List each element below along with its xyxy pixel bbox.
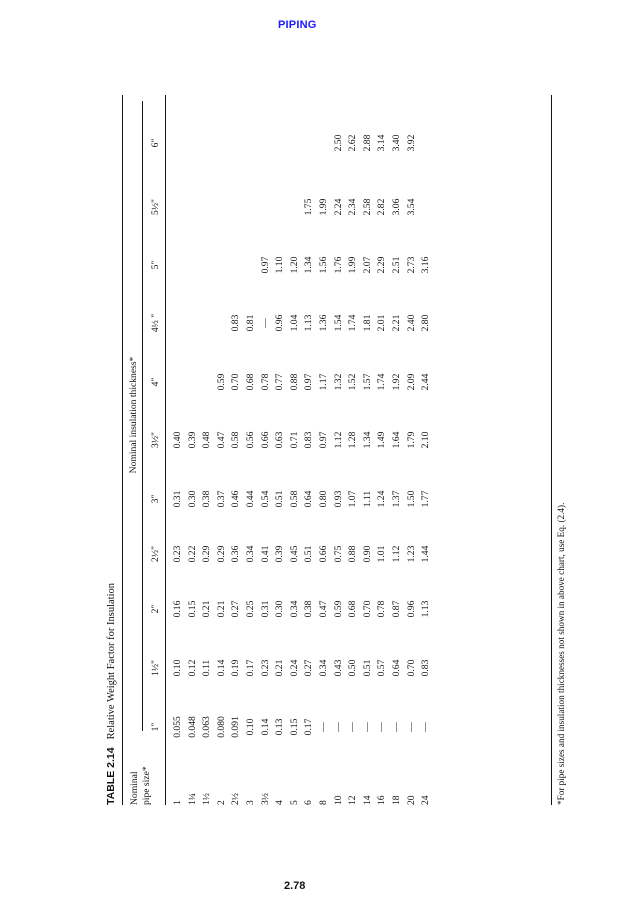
table-cell: 1.44 bbox=[420, 545, 432, 563]
table-cell: 1.75 bbox=[303, 198, 315, 216]
table-cell: 1.04 bbox=[288, 314, 300, 332]
table-cell: 0.048 bbox=[186, 716, 198, 738]
table-cell: 0.38 bbox=[201, 490, 213, 508]
table-cell: 0.29 bbox=[201, 545, 213, 563]
table-cell: 0.16 bbox=[172, 600, 183, 618]
table-cell: — bbox=[259, 318, 271, 328]
pipe-size-cell: 3½ bbox=[259, 793, 271, 805]
table-cell: 0.39 bbox=[186, 431, 198, 449]
table-cell: 1.07 bbox=[347, 490, 359, 508]
table-cell: 0.50 bbox=[347, 659, 359, 677]
table-cell: 0.055 bbox=[172, 716, 183, 738]
table-cell: 0.83 bbox=[303, 431, 315, 449]
column-header: 3½" bbox=[150, 432, 161, 448]
table-cell: 2.24 bbox=[332, 198, 344, 216]
column-headers bbox=[150, 95, 164, 805]
table-cell: 1.13 bbox=[303, 314, 315, 332]
table-cell: 0.47 bbox=[318, 600, 329, 618]
table-cell: 2.51 bbox=[391, 256, 402, 274]
table-row bbox=[200, 95, 213, 805]
table-cell: 0.44 bbox=[245, 490, 256, 508]
table-cell: — bbox=[332, 722, 344, 732]
table-cell: 1.76 bbox=[332, 256, 344, 274]
table-cell: 0.70 bbox=[361, 600, 373, 618]
table-cell: 0.68 bbox=[347, 600, 359, 618]
table-row bbox=[332, 95, 345, 805]
table-cell: 2.10 bbox=[420, 431, 432, 449]
table-cell: 1.79 bbox=[405, 431, 417, 449]
corner-header-line-1: Nominal bbox=[129, 771, 140, 805]
group-header-rule bbox=[142, 101, 143, 731]
table-cell: 0.14 bbox=[259, 718, 271, 736]
pipe-size-cell: 14 bbox=[361, 795, 373, 805]
table-cell: 0.31 bbox=[172, 490, 183, 508]
pipe-size-cell: 10 bbox=[332, 795, 344, 805]
table-cell: 2.58 bbox=[361, 198, 373, 216]
table-row bbox=[171, 95, 184, 805]
table-caption bbox=[105, 583, 117, 805]
table-cell: 0.51 bbox=[274, 490, 286, 508]
pipe-size-cell: 8 bbox=[318, 800, 329, 805]
table-cell: 0.63 bbox=[274, 431, 286, 449]
table-cell: 1.12 bbox=[332, 431, 344, 449]
pipe-size-cell: 2 bbox=[215, 800, 227, 805]
table-cell: 0.81 bbox=[245, 314, 256, 332]
table-row bbox=[375, 95, 388, 805]
column-header: 5" bbox=[150, 260, 161, 270]
table-cell: 0.41 bbox=[259, 545, 271, 563]
table-cell: 0.96 bbox=[405, 600, 417, 618]
table-cell: 1.37 bbox=[391, 490, 402, 508]
table-row bbox=[361, 95, 374, 805]
table-cell: 1.57 bbox=[361, 373, 373, 391]
column-header: 4" bbox=[150, 377, 161, 387]
table-cell: 1.11 bbox=[361, 490, 373, 508]
table-cell: 1.24 bbox=[376, 490, 388, 508]
table-cell: 1.56 bbox=[318, 256, 329, 274]
table-row bbox=[273, 95, 286, 805]
table-cell: 1.77 bbox=[420, 490, 432, 508]
table-cell: 2.34 bbox=[347, 198, 359, 216]
pipe-size-cell: 6 bbox=[303, 800, 315, 805]
table-cell: 0.59 bbox=[215, 373, 227, 391]
table-cell: 0.83 bbox=[230, 314, 242, 332]
table-cell: 0.29 bbox=[215, 545, 227, 563]
table-cell: 2.50 bbox=[332, 134, 344, 152]
table-cell: 0.22 bbox=[186, 545, 198, 563]
table-cell: 0.34 bbox=[288, 600, 300, 618]
table-row bbox=[405, 95, 418, 805]
table-cell: 0.25 bbox=[245, 600, 256, 618]
table-row bbox=[259, 95, 272, 805]
table-cell: 1.28 bbox=[347, 431, 359, 449]
table-row bbox=[302, 95, 315, 805]
table-cell: 0.091 bbox=[230, 716, 242, 738]
table-cell: 0.47 bbox=[215, 431, 227, 449]
table-cell: 1.36 bbox=[318, 314, 329, 332]
table-cell: 0.080 bbox=[215, 716, 227, 738]
table-cell: 2.73 bbox=[405, 256, 417, 274]
table-cell: 0.23 bbox=[172, 545, 183, 563]
table-row bbox=[244, 95, 257, 805]
table-cell: 0.40 bbox=[172, 431, 183, 449]
table-cell: 0.27 bbox=[303, 659, 315, 677]
table-cell: 0.51 bbox=[303, 545, 315, 563]
table-cell: 0.21 bbox=[274, 659, 286, 677]
pipe-size-cell: 1½ bbox=[201, 793, 213, 805]
table-cell: 3.06 bbox=[391, 198, 402, 216]
pipe-size-cell: 5 bbox=[288, 800, 300, 805]
header-rule bbox=[165, 95, 166, 805]
table-cell: 0.21 bbox=[201, 600, 213, 618]
table-cell: 1.50 bbox=[405, 490, 417, 508]
table-cell: 0.80 bbox=[318, 490, 329, 508]
table-cell: — bbox=[361, 722, 373, 732]
table-row bbox=[317, 95, 330, 805]
pipe-size-cell: 1 bbox=[172, 800, 183, 805]
pipe-size-cell: 1¼ bbox=[186, 793, 198, 805]
table-cell: 0.11 bbox=[201, 659, 213, 677]
column-header: 6" bbox=[150, 138, 161, 148]
table-cell: 0.66 bbox=[259, 431, 271, 449]
table-cell: 3.40 bbox=[391, 134, 402, 152]
table-cell: 0.59 bbox=[332, 600, 344, 618]
table-cell: 2.21 bbox=[391, 314, 402, 332]
table-cell: 2.80 bbox=[420, 314, 432, 332]
table-cell: 2.09 bbox=[405, 373, 417, 391]
table-row bbox=[229, 95, 242, 805]
table-cell: 0.17 bbox=[245, 659, 256, 677]
table-cell: 0.31 bbox=[259, 600, 271, 618]
table-cell: 0.56 bbox=[245, 431, 256, 449]
table-cell: 0.88 bbox=[288, 373, 300, 391]
table-cell: 0.15 bbox=[186, 600, 198, 618]
table-cell: 1.99 bbox=[318, 198, 329, 216]
table-cell: 0.88 bbox=[347, 545, 359, 563]
table-cell: 0.19 bbox=[230, 659, 242, 677]
pipe-size-cell: 3 bbox=[245, 800, 256, 805]
pipe-size-cell: 4 bbox=[274, 800, 286, 805]
table-cell: 0.12 bbox=[186, 659, 198, 677]
table-cell: 0.97 bbox=[303, 373, 315, 391]
table-cell: 0.48 bbox=[201, 431, 213, 449]
pipe-size-cell: 18 bbox=[391, 795, 402, 805]
table-cell: 0.30 bbox=[186, 490, 198, 508]
table-cell: 1.52 bbox=[347, 373, 359, 391]
table-cell: 0.15 bbox=[288, 718, 300, 736]
table-cell: 2.29 bbox=[376, 256, 388, 274]
table-cell: — bbox=[420, 722, 432, 732]
table-cell: 0.34 bbox=[318, 659, 329, 677]
running-head-text: PIPING bbox=[278, 19, 317, 31]
table-cell: 0.68 bbox=[245, 373, 256, 391]
table-cell: 0.78 bbox=[259, 373, 271, 391]
table-cell: 0.97 bbox=[259, 256, 271, 274]
page-number: 2.78 bbox=[284, 880, 306, 892]
table-cell: 3.92 bbox=[405, 134, 417, 152]
table-cell: 0.43 bbox=[332, 659, 344, 677]
table-cell: 0.37 bbox=[215, 490, 227, 508]
table-row bbox=[186, 95, 199, 805]
pipe-size-cell: 12 bbox=[347, 795, 359, 805]
table-cell: 2.40 bbox=[405, 314, 417, 332]
table-cell: 0.38 bbox=[303, 600, 315, 618]
table-cell: — bbox=[391, 722, 402, 732]
table-cell: 1.81 bbox=[361, 314, 373, 332]
table-cell: 2.07 bbox=[361, 256, 373, 274]
table-cell: 0.71 bbox=[288, 431, 300, 449]
table-cell: — bbox=[376, 722, 388, 732]
table-cell: 0.77 bbox=[274, 373, 286, 391]
table-cell: 0.90 bbox=[361, 545, 373, 563]
table-cell: 1.74 bbox=[376, 373, 388, 391]
table-cell: 0.87 bbox=[391, 600, 402, 618]
pipe-size-cell: 24 bbox=[420, 795, 432, 805]
table-cell: 0.64 bbox=[303, 490, 315, 508]
table-cell: 0.75 bbox=[332, 545, 344, 563]
table-cell: 1.10 bbox=[274, 256, 286, 274]
table-cell: 0.45 bbox=[288, 545, 300, 563]
table-row bbox=[419, 95, 432, 805]
table-cell: 1.74 bbox=[347, 314, 359, 332]
bottom-rule bbox=[551, 95, 552, 805]
column-header: 5½" bbox=[150, 199, 161, 215]
table-cell: 2.82 bbox=[376, 198, 388, 216]
column-header: 4½ " bbox=[150, 313, 161, 333]
table-cell: 3.14 bbox=[376, 134, 388, 152]
table-cell: 1.92 bbox=[391, 373, 402, 391]
table-footnote: *For pipe sizes and insulation thicknesses not shown in above chart, use Eq. (2.4). bbox=[556, 502, 566, 805]
table-row bbox=[215, 95, 228, 805]
table-cell: — bbox=[347, 722, 359, 732]
table-cell: 0.64 bbox=[391, 659, 402, 677]
table-row bbox=[346, 95, 359, 805]
table-cell: 1.99 bbox=[347, 256, 359, 274]
table-cell: — bbox=[318, 722, 329, 732]
table-cell: 1.13 bbox=[420, 600, 432, 618]
table-cell: 0.23 bbox=[259, 659, 271, 677]
table-cell: 0.70 bbox=[405, 659, 417, 677]
table-cell: 0.66 bbox=[318, 545, 329, 563]
table-cell: 0.58 bbox=[288, 490, 300, 508]
table-cell: 0.78 bbox=[376, 600, 388, 618]
table-cell: 2.88 bbox=[361, 134, 373, 152]
table-cell: 0.70 bbox=[230, 373, 242, 391]
table-cell: 3.16 bbox=[420, 256, 432, 274]
table-cell: 2.01 bbox=[376, 314, 388, 332]
table-cell: 2.44 bbox=[420, 373, 432, 391]
table-cell: 0.24 bbox=[288, 659, 300, 677]
rotated-table-block bbox=[105, 95, 575, 805]
pipe-size-cell: 20 bbox=[405, 795, 417, 805]
table-cell: 0.46 bbox=[230, 490, 242, 508]
table-cell: 1.54 bbox=[332, 314, 344, 332]
pipe-size-cell: 2½ bbox=[230, 793, 242, 805]
table-cell: 1.23 bbox=[405, 545, 417, 563]
table-cell: 2.62 bbox=[347, 134, 359, 152]
table-cell: 0.14 bbox=[215, 659, 227, 677]
table-cell: 0.83 bbox=[420, 659, 432, 677]
table-cell: 1.49 bbox=[376, 431, 388, 449]
table-cell: 1.20 bbox=[288, 256, 300, 274]
top-rule bbox=[122, 95, 123, 805]
table-cell: 0.96 bbox=[274, 314, 286, 332]
table-cell: 3.54 bbox=[405, 198, 417, 216]
table-cell: 1.12 bbox=[391, 545, 402, 563]
table-cell: 1.17 bbox=[318, 373, 329, 391]
column-header: 2" bbox=[150, 604, 161, 614]
corner-header-line-2: pipe size* bbox=[141, 766, 152, 805]
table-cell: 0.27 bbox=[230, 600, 242, 618]
table-cell: 0.17 bbox=[303, 718, 315, 736]
table-cell: 0.13 bbox=[274, 718, 286, 736]
table-cell: 0.57 bbox=[376, 659, 388, 677]
table-cell: 0.10 bbox=[172, 659, 183, 677]
table-cell: 0.30 bbox=[274, 600, 286, 618]
column-header: 1½" bbox=[150, 660, 161, 676]
table-cell: 0.10 bbox=[245, 718, 256, 736]
table-title: Relative Weight Factor for Insulation bbox=[106, 582, 117, 740]
table-cell: 1.32 bbox=[332, 373, 344, 391]
table-cell: 0.21 bbox=[215, 600, 227, 618]
table-cell: 0.063 bbox=[201, 716, 213, 738]
column-header: 3" bbox=[150, 494, 161, 504]
table-cell: 0.34 bbox=[245, 545, 256, 563]
column-header: 2½" bbox=[150, 546, 161, 562]
table-cell: 0.93 bbox=[332, 490, 344, 508]
pipe-size-cell: 16 bbox=[376, 795, 388, 805]
table-cell: 0.97 bbox=[318, 431, 329, 449]
column-header: 1" bbox=[150, 722, 161, 732]
table-cell: — bbox=[405, 722, 417, 732]
table-cell: 1.01 bbox=[376, 545, 388, 563]
table-cell: 0.36 bbox=[230, 545, 242, 563]
table-cell: 1.34 bbox=[303, 256, 315, 274]
table-label: TABLE 2.14 bbox=[105, 747, 117, 805]
table-row bbox=[390, 95, 403, 805]
table-row bbox=[288, 95, 301, 805]
table-cell: 0.58 bbox=[230, 431, 242, 449]
group-header: Nominal insulation thickness* bbox=[128, 356, 139, 474]
table-cell: 0.54 bbox=[259, 490, 271, 508]
table-cell: 1.34 bbox=[361, 431, 373, 449]
table-cell: 0.51 bbox=[361, 659, 373, 677]
table-cell: 1.64 bbox=[391, 431, 402, 449]
table-cell: 0.39 bbox=[274, 545, 286, 563]
